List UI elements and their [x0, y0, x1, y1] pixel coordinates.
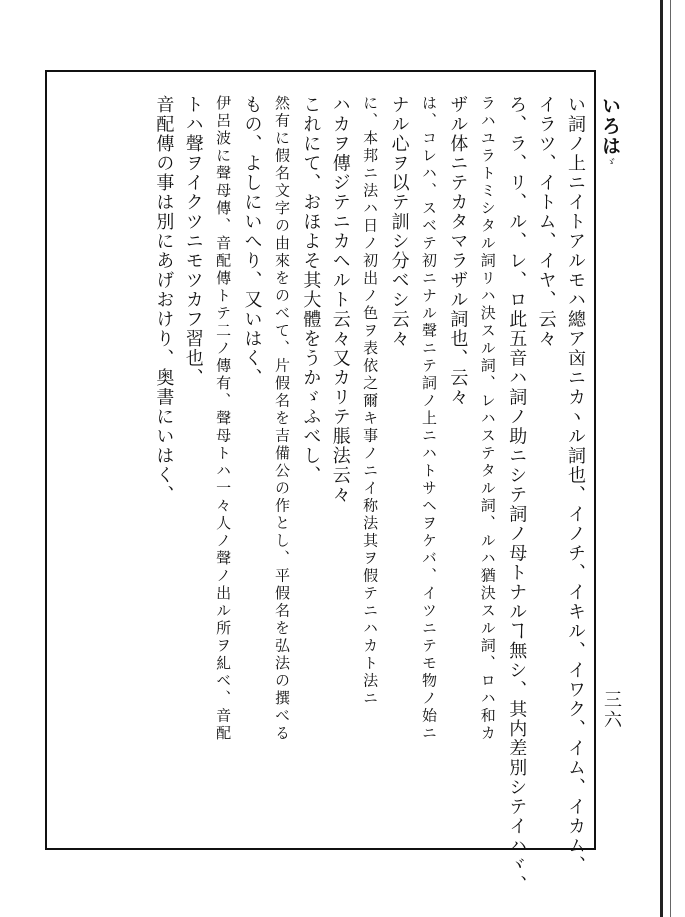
- text-column: もの、よしにいへり、又いはく、: [241, 95, 263, 388]
- binding-edge-inner: [670, 0, 671, 917]
- text-column: ナル心ヲ以テ訓シ分ベシ云々: [388, 95, 410, 349]
- text-column: 然有に假名文字の由來をのべて、片假名を吉備公の作とし、平假名を弘法の撰べる: [272, 95, 291, 743]
- body-text: [60, 95, 590, 895]
- text-column: に、本邦ニ法ハ日ノ初出ノ色ヲ表依之爾キ事ノニイ称法其ヲ假テニハカト法ニ: [361, 95, 380, 708]
- header-title: いろは: [599, 96, 621, 156]
- text-column: は、コレハ、スベテ初ニナル聲ニテ詞ノ上ニハトサヘヲケバ、イツニテモ物ノ始ニ: [419, 95, 438, 743]
- text-column: これにて、おほよそ其大體をうかゞふべし、: [300, 95, 322, 485]
- binding-edge: [660, 0, 663, 917]
- text-column: ハカヲ傳ジテニカヘルト云々又カリテ脹法云々: [329, 95, 351, 505]
- text-column: ラハユラトミシタル詞リハ決スル詞、レハステタル詞、ルハ猶決スル詞、ロハ和カ: [478, 95, 497, 743]
- text-column: トハ聲ヲイクツニモツカフ習也、: [182, 95, 204, 388]
- running-header: [600, 96, 624, 168]
- text-column: 音配傳の事は別にあげおけり、奥書にいはく、: [153, 95, 175, 505]
- header-mark: ゞ: [604, 156, 617, 168]
- text-column: イラツ、イトム、イヤ、云々: [535, 95, 557, 349]
- text-column: ザル体ニテカタマラザル詞也、云々: [447, 95, 469, 407]
- text-column: ろ、ラ、リ、ル、レ、ロ此五音ハ詞ノ助ニシテ詞ノ母トナルヿ無シ、其内差別シテイハヾ、: [506, 95, 528, 895]
- text-column: い詞ノ上ニイトアルモハ總ア㐫ニカヽル詞也、イノチ、イキル、イワク、イム、イカム、: [565, 95, 586, 875]
- page-number: 三六: [601, 690, 622, 730]
- text-column: 伊呂波に聲母傳、音配傳トテ二ノ傳有、聲母トハ一々人ノ聲ノ出ル所ヲ糺ベ、音配: [214, 95, 233, 743]
